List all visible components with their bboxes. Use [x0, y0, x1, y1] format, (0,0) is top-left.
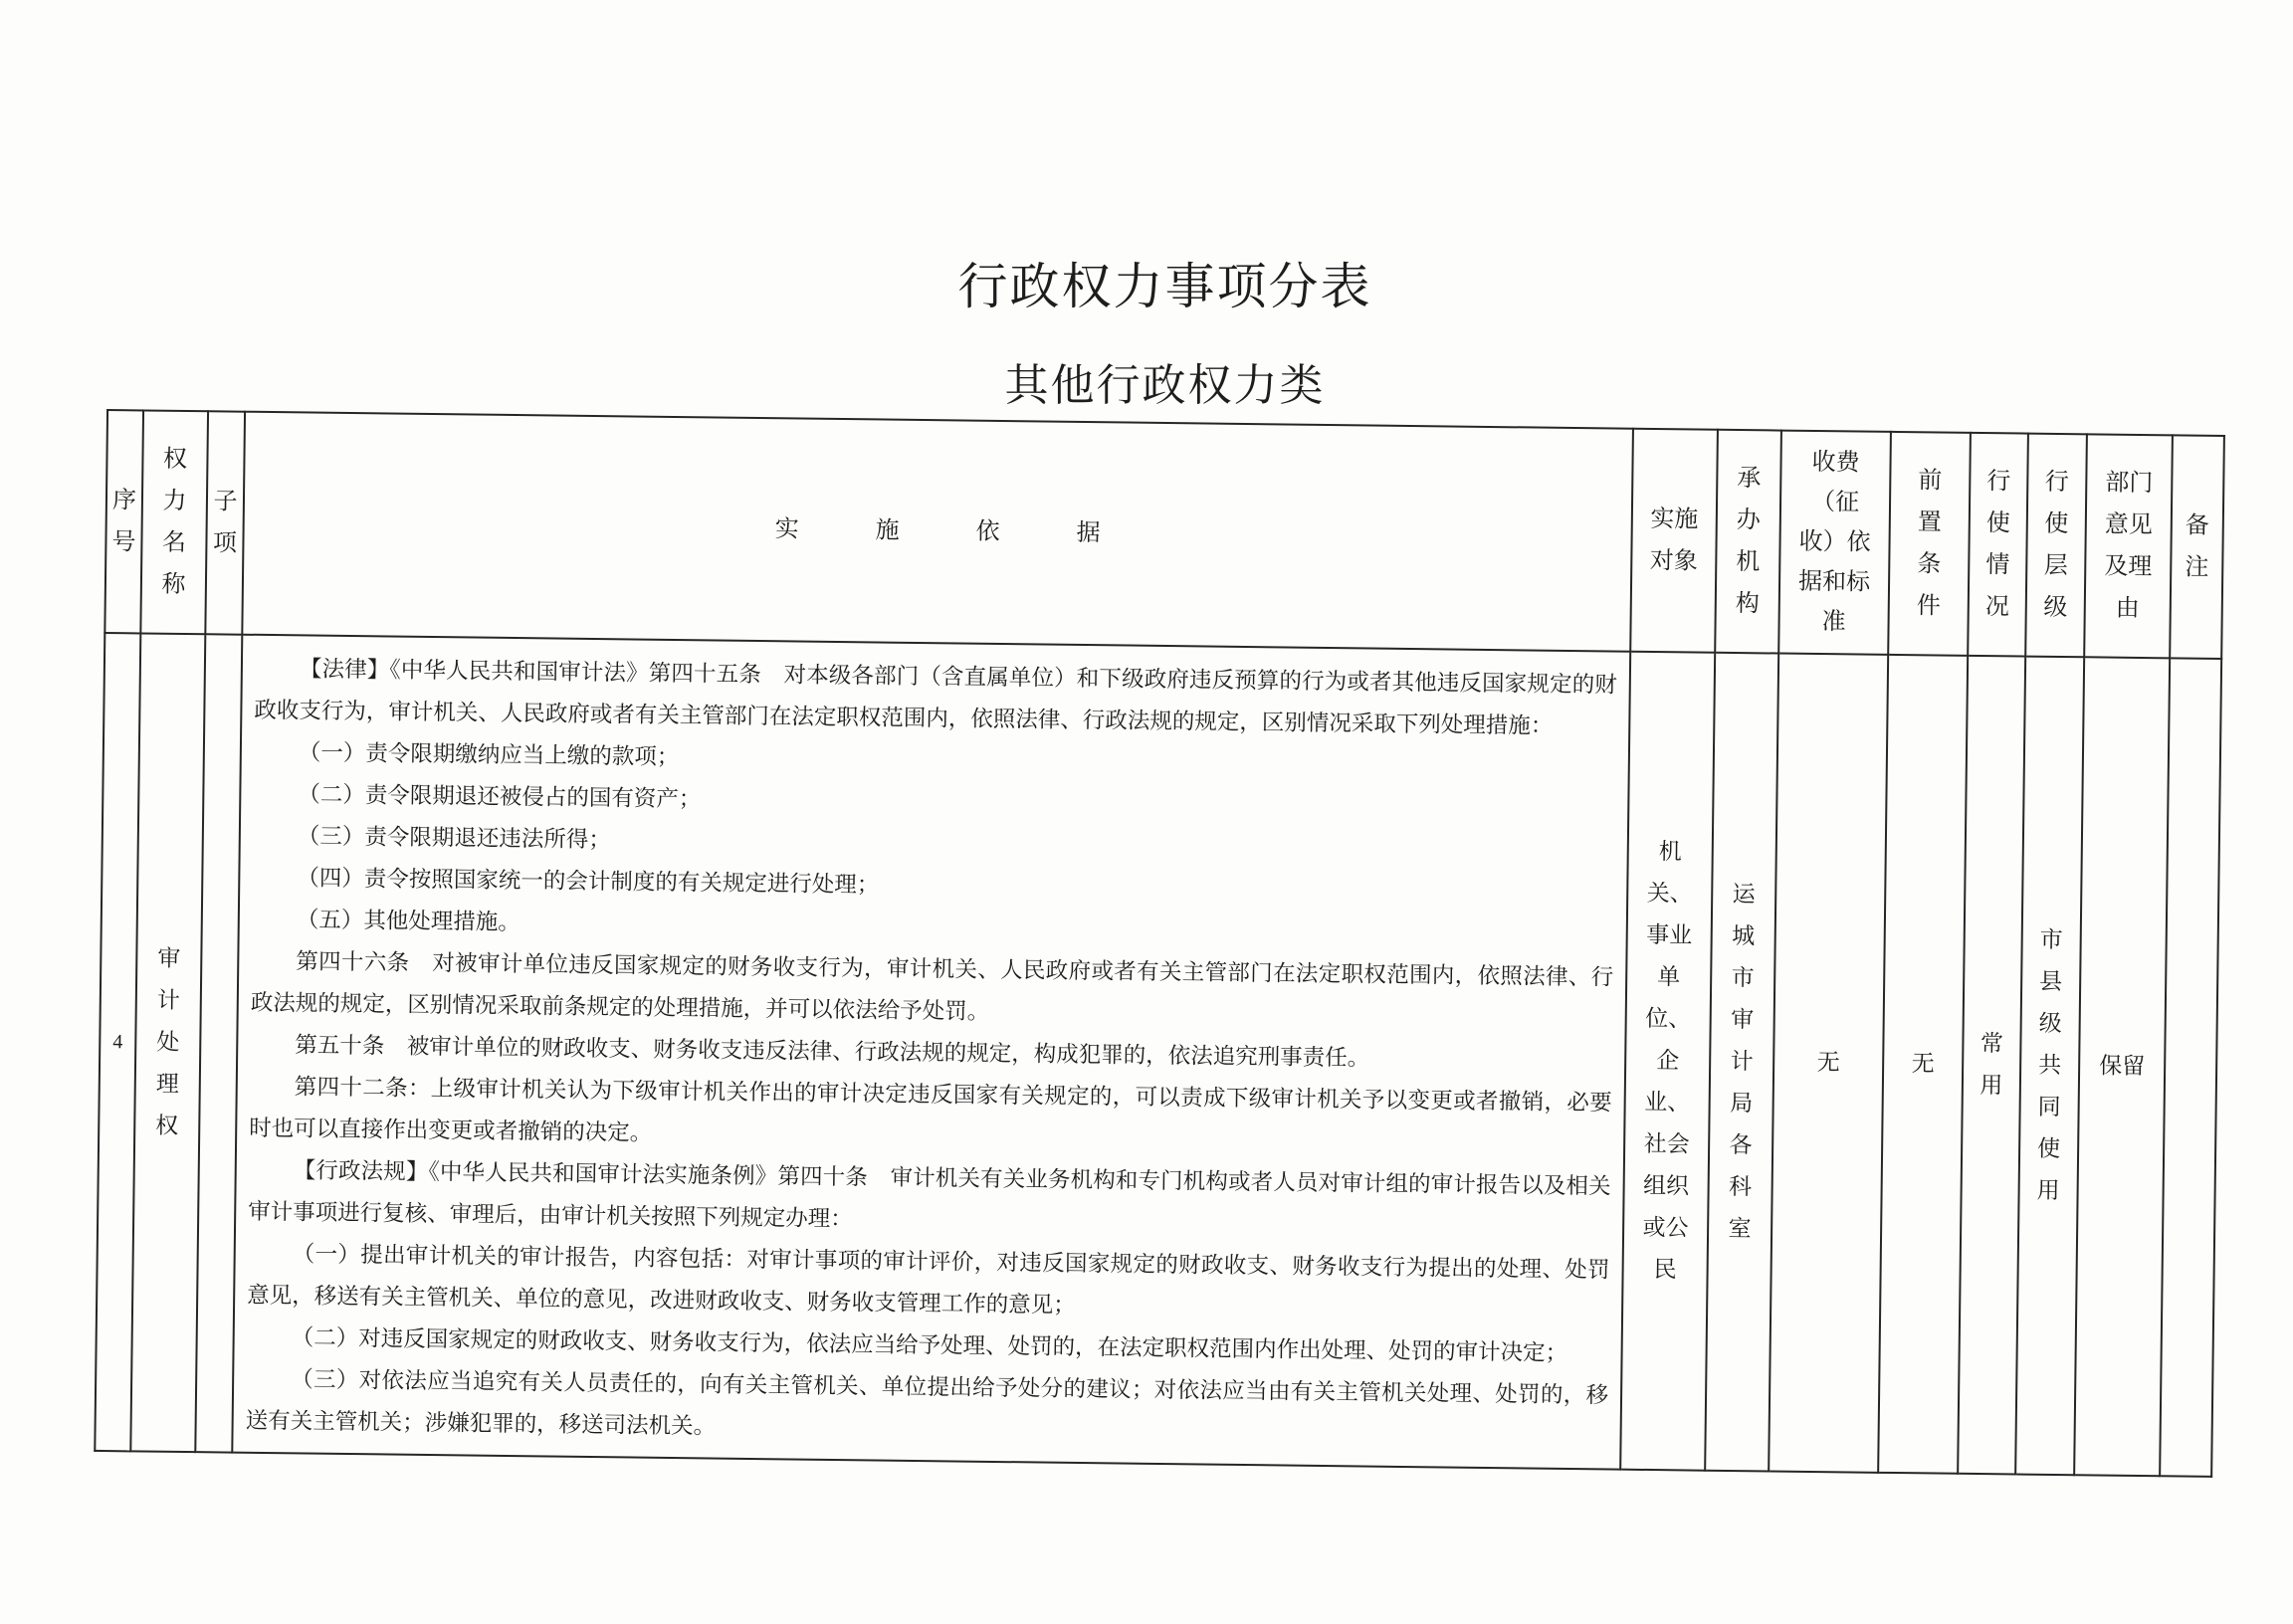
- target-text: 机关、事业单位、企业、社会组织或公民: [1642, 839, 1693, 1283]
- basis-paragraph: （四）责令按照国家统一的会计制度的有关规定进行处理；: [297, 865, 880, 898]
- level-text: 市县级共同使用: [2036, 926, 2063, 1204]
- cell-agency: [1705, 653, 1778, 1472]
- header-remarks: [2170, 435, 2224, 659]
- header-sub-item-label: 子项: [212, 489, 238, 557]
- basis-paragraph: 第四十二条：上级审计机关认为下级审计机关作出的审计决定违反国家有关规定的，可以责成下级审计机关予以变更或者撤销，必要时也可以直接作出变更或者撤销的决定。: [249, 1074, 1612, 1145]
- basis-paragraph: 【行政法规】《中华人民共和国审计法实施条例》第四十条 审计机关有关业务机构和专门机构或者人员对审计组的审计报告以及相关审计事项进行复核、审理后，由审计机关按照下列规定办理：: [248, 1157, 1611, 1232]
- basis-paragraph: 【法律】《中华人民共和国审计法》第四十五条 对本级各部门（含直属单位）和下级政府违反预算的行为或者其他违反国家规定的财政收支行为，审计机关、人民政府或者有关主管部门在法定职权范围内，依照法律、行政法规的规定，区别情况采取下列处理措施：: [254, 656, 1617, 738]
- cell-level: [2015, 657, 2084, 1476]
- basis-paragraph: （二）责令限期退还被侵占的国有资产；: [298, 781, 702, 812]
- usage-text: 常用: [1980, 1031, 2004, 1099]
- basis-paragraph: 第五十条 被审计单位的财政收支、财务收支违反法律、行政法规的规定，构成犯罪的，依法追究刑事责任。: [295, 1032, 1370, 1071]
- cell-preconditions: 无: [1878, 655, 1968, 1474]
- document-subtitle: 其他行政权力类: [1004, 361, 1326, 410]
- header-agency-label: 承办机构: [1735, 466, 1762, 618]
- header-dept-opinion: [2084, 434, 2173, 658]
- basis-paragraph: （三）责令限期退还违法所得；: [297, 823, 611, 853]
- header-target: [1630, 429, 1718, 653]
- header-remarks-label: 备注: [2185, 512, 2209, 581]
- header-usage: [1968, 433, 2028, 657]
- header-fee-basis: [1778, 431, 1891, 655]
- header-seq: [104, 410, 143, 633]
- header-dept-opinion-label: 部门意见及理由: [2104, 470, 2154, 622]
- basis-paragraph: 第四十六条 对被审计单位违反国家规定的财务收支行为，审计机关、人民政府或者有关主管部门在法定职权范围内，依照法律、行政法规的规定，区别情况采取前条规定的处理措施，并可以依法给予处罚。: [250, 948, 1614, 1024]
- cell-fee-basis: 无: [1769, 654, 1888, 1473]
- basis-paragraph: （一）提出审计机关的审计报告，内容包括：对审计事项的审计评价，对违反国家规定的财政收支、财务收支行为提出的处理、处罚意见，移送有关主管机关、单位的意见，改进财政收支、财务收支管理工作的意见；: [247, 1241, 1610, 1318]
- header-power-name-label: 权力名称: [161, 446, 188, 598]
- cell-seq: 4: [95, 633, 140, 1451]
- header-preconditions: [1888, 432, 1971, 656]
- header-power-name: [140, 410, 208, 634]
- cell-dept-opinion: 保留: [2074, 657, 2170, 1476]
- header-sub-item: [205, 411, 245, 634]
- agency-text: 运城市审计局各科室: [1728, 881, 1756, 1242]
- cell-target: [1620, 652, 1715, 1471]
- header-agency: [1715, 430, 1781, 654]
- cell-usage: [1958, 656, 2025, 1475]
- power-name-text: 审计处理权: [155, 945, 181, 1138]
- cell-remarks: [2160, 658, 2221, 1477]
- header-preconditions-label: 前置条件: [1916, 468, 1943, 620]
- header-level-label: 行使层级: [2043, 469, 2069, 622]
- header-target-label: 实施对象: [1649, 506, 1699, 575]
- header-fee-basis-label: 收费（征收）依据和标准: [1797, 449, 1871, 635]
- cell-basis: [232, 635, 1630, 1470]
- cell-power-name: [130, 633, 205, 1452]
- header-usage-label: 行使情况: [1984, 469, 2011, 621]
- table-header-row: [104, 410, 2224, 659]
- table-row: [95, 633, 2221, 1477]
- basis-paragraph: （二）对违反国家规定的财政收支、财务收支行为，依法应当给予处理、处罚的，在法定职权范围内作出处理、处罚的审计决定；: [291, 1324, 1568, 1365]
- basis-paragraph: （一）责令限期缴纳应当上缴的款项；: [298, 739, 680, 770]
- power-items-table: [94, 409, 2225, 1478]
- header-seq-label: 序号: [111, 488, 137, 556]
- header-level: [2025, 434, 2087, 658]
- header-basis-label: 实施依据: [774, 516, 1177, 548]
- header-basis: [242, 412, 1633, 652]
- document-title: 行政权力事项分表: [957, 259, 1372, 314]
- basis-paragraph: （五）其他处理措施。: [296, 907, 521, 935]
- basis-paragraph: （三）对依法应当追究有关人员责任的，向有关主管机关、单位提出给予处分的建议；对依法应当由有关主管机关处理、处罚的，移送有关主管机关；涉嫌犯罪的，移送司法机关。: [245, 1366, 1609, 1439]
